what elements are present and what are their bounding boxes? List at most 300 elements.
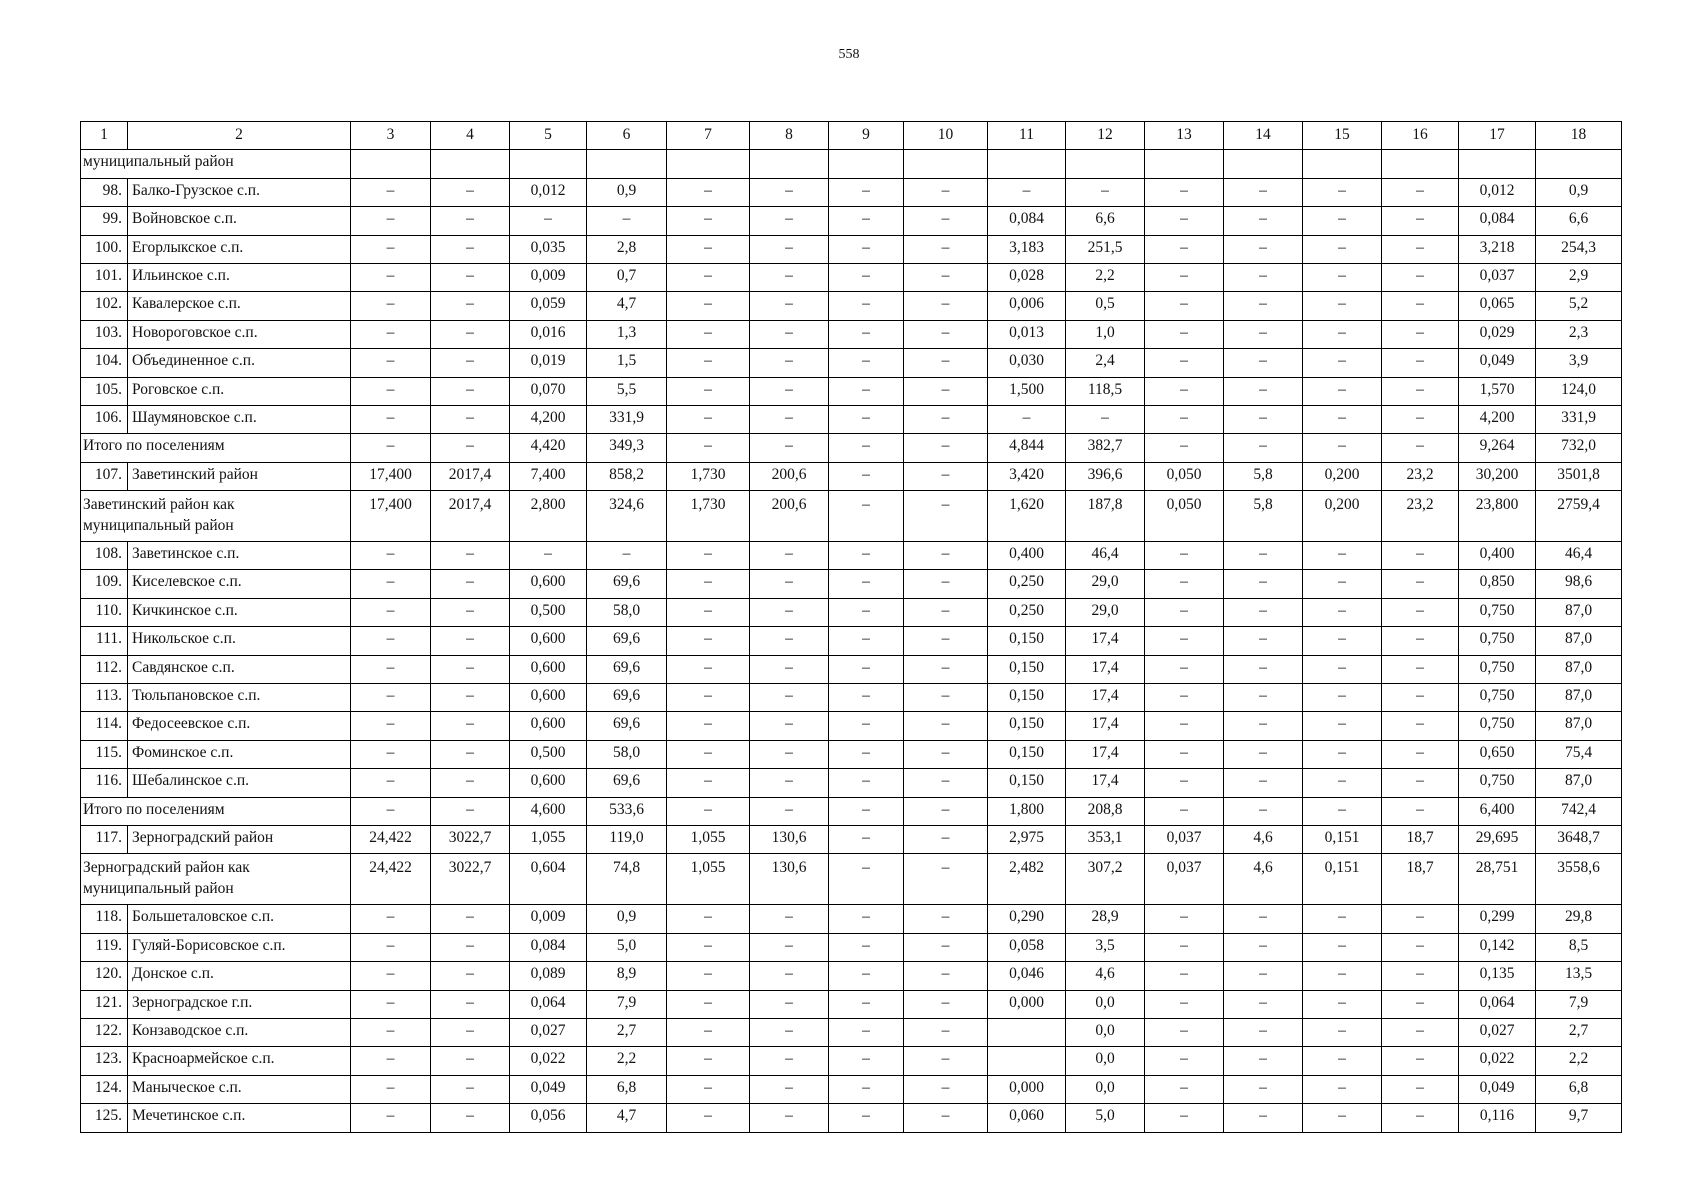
value-cell: – [1382, 570, 1459, 598]
value-cell: 0,9 [587, 905, 667, 933]
value-cell: – [1382, 712, 1459, 740]
row-number: 120. [81, 962, 128, 990]
value-cell: – [431, 1104, 510, 1132]
value-cell: – [1145, 570, 1224, 598]
value-cell: 0,600 [510, 655, 587, 683]
value-cell: – [750, 1104, 829, 1132]
value-cell: – [431, 570, 510, 598]
value-cell [1382, 150, 1459, 178]
value-cell: – [1382, 235, 1459, 263]
value-cell: 0,049 [510, 1075, 587, 1103]
value-cell: 353,1 [1066, 825, 1145, 853]
value-cell: – [750, 570, 829, 598]
table-row [81, 769, 1622, 797]
value-cell: 0,012 [1459, 178, 1536, 206]
value-cell [988, 1018, 1066, 1046]
value-cell: – [904, 349, 988, 377]
value-cell: 17,4 [1066, 655, 1145, 683]
value-cell: 7,9 [1536, 990, 1622, 1018]
value-cell: 0,150 [988, 712, 1066, 740]
value-cell: 28,9 [1066, 905, 1145, 933]
value-cell: – [667, 905, 750, 933]
value-cell: – [750, 235, 829, 263]
value-cell: – [667, 542, 750, 570]
row-number: 101. [81, 263, 128, 291]
value-cell: 1,620 [988, 491, 1066, 542]
value-cell: – [904, 684, 988, 712]
value-cell: 0,046 [988, 962, 1066, 990]
value-cell: – [667, 1047, 750, 1075]
value-cell: – [1224, 684, 1303, 712]
row-number: 125. [81, 1104, 128, 1132]
value-cell: – [1145, 684, 1224, 712]
value-cell: – [750, 178, 829, 206]
value-cell: – [431, 349, 510, 377]
value-cell: – [750, 405, 829, 433]
value-cell: – [1145, 598, 1224, 626]
value-cell: – [1224, 1018, 1303, 1046]
value-cell: 5,8 [1224, 491, 1303, 542]
value-cell: – [829, 655, 904, 683]
value-cell: – [829, 377, 904, 405]
value-cell: – [829, 570, 904, 598]
value-cell: – [1224, 570, 1303, 598]
value-cell: – [667, 405, 750, 433]
table-row [81, 292, 1622, 320]
value-cell: – [904, 570, 988, 598]
row-number: 99. [81, 207, 128, 235]
value-cell: 742,4 [1536, 797, 1622, 825]
value-cell: – [988, 405, 1066, 433]
value-cell: – [904, 905, 988, 933]
value-cell: – [904, 207, 988, 235]
value-cell: 0,750 [1459, 769, 1536, 797]
value-cell: – [431, 684, 510, 712]
data-table [80, 121, 1622, 1133]
settlement-name: Егорлыкское с.п. [128, 235, 351, 263]
settlement-name: Красноармейское с.п. [128, 1047, 351, 1075]
value-cell: – [351, 740, 431, 768]
value-cell: – [1303, 684, 1382, 712]
value-cell: – [431, 797, 510, 825]
value-cell: – [904, 740, 988, 768]
column-header: 13 [1145, 122, 1224, 150]
value-cell: – [667, 933, 750, 961]
value-cell: 1,055 [510, 825, 587, 853]
row-number: 106. [81, 405, 128, 433]
group-row [81, 854, 1622, 905]
table-row [81, 263, 1622, 291]
value-cell: 17,4 [1066, 712, 1145, 740]
value-cell: 29,695 [1459, 825, 1536, 853]
value-cell: – [1145, 1104, 1224, 1132]
value-cell [351, 150, 431, 178]
value-cell: – [351, 570, 431, 598]
value-cell: 0,150 [988, 627, 1066, 655]
value-cell: – [1145, 377, 1224, 405]
value-cell: – [1303, 207, 1382, 235]
value-cell: – [904, 320, 988, 348]
settlement-name: Никольское с.п. [128, 627, 351, 655]
value-cell: – [750, 797, 829, 825]
value-cell [1066, 150, 1145, 178]
value-cell [431, 150, 510, 178]
value-cell: – [904, 292, 988, 320]
value-cell: – [667, 627, 750, 655]
row-number: 121. [81, 990, 128, 1018]
value-cell: – [750, 1018, 829, 1046]
value-cell: 4,844 [988, 434, 1066, 462]
value-cell: – [1382, 349, 1459, 377]
value-cell: – [431, 740, 510, 768]
value-cell: 6,8 [587, 1075, 667, 1103]
value-cell: – [904, 1047, 988, 1075]
value-cell: – [431, 434, 510, 462]
value-cell: – [750, 434, 829, 462]
value-cell: – [750, 740, 829, 768]
value-cell: 0,035 [510, 235, 587, 263]
value-cell: 0,027 [1459, 1018, 1536, 1046]
table-row [81, 542, 1622, 570]
value-cell: – [667, 990, 750, 1018]
column-header: 16 [1382, 122, 1459, 150]
value-cell: 3,218 [1459, 235, 1536, 263]
value-cell: 0,009 [510, 263, 587, 291]
value-cell: 0,000 [988, 1075, 1066, 1103]
value-cell: 9,264 [1459, 434, 1536, 462]
value-cell: – [829, 712, 904, 740]
value-cell: – [904, 434, 988, 462]
row-number: 98. [81, 178, 128, 206]
value-cell: – [1382, 740, 1459, 768]
row-number: 111. [81, 627, 128, 655]
value-cell: 24,422 [351, 854, 431, 905]
settlement-name: Киселевское с.п. [128, 570, 351, 598]
value-cell: – [1224, 933, 1303, 961]
value-cell: – [1224, 377, 1303, 405]
row-number: 102. [81, 292, 128, 320]
row-number: 115. [81, 740, 128, 768]
value-cell: – [1224, 905, 1303, 933]
value-cell: – [904, 491, 988, 542]
value-cell: – [1224, 178, 1303, 206]
value-cell: 0,142 [1459, 933, 1536, 961]
value-cell: – [1145, 349, 1224, 377]
row-number: 110. [81, 598, 128, 626]
value-cell: – [351, 627, 431, 655]
table-row [81, 320, 1622, 348]
value-cell [1303, 150, 1382, 178]
value-cell: – [750, 349, 829, 377]
table-row [81, 933, 1622, 961]
value-cell: – [750, 905, 829, 933]
value-cell: – [829, 491, 904, 542]
value-cell: 2,800 [510, 491, 587, 542]
table-row [81, 1018, 1622, 1046]
column-header: 9 [829, 122, 904, 150]
value-cell: – [431, 235, 510, 263]
row-number: 123. [81, 1047, 128, 1075]
value-cell: 0,600 [510, 684, 587, 712]
column-header: 17 [1459, 122, 1536, 150]
table-row [81, 962, 1622, 990]
group-label: Зерноградский район как муниципальный район [81, 854, 351, 905]
group-label: Итого по поселениям [81, 797, 351, 825]
value-cell: – [1145, 797, 1224, 825]
value-cell: – [829, 1075, 904, 1103]
value-cell: 349,3 [587, 434, 667, 462]
value-cell: 4,6 [1066, 962, 1145, 990]
value-cell: 2,9 [1536, 263, 1622, 291]
value-cell: 6,6 [1536, 207, 1622, 235]
value-cell: – [667, 1018, 750, 1046]
column-header: 11 [988, 122, 1066, 150]
value-cell: – [1145, 933, 1224, 961]
value-cell: – [1382, 377, 1459, 405]
row-number: 100. [81, 235, 128, 263]
table-row [81, 905, 1622, 933]
value-cell: 0,290 [988, 905, 1066, 933]
value-cell: 69,6 [587, 769, 667, 797]
value-cell [510, 150, 587, 178]
value-cell: – [351, 655, 431, 683]
value-cell: 2,2 [1066, 263, 1145, 291]
value-cell: – [667, 349, 750, 377]
settlement-name: Заветинское с.п. [128, 542, 351, 570]
value-cell: – [351, 684, 431, 712]
value-cell: – [1382, 292, 1459, 320]
value-cell: 28,751 [1459, 854, 1536, 905]
value-cell: 1,500 [988, 377, 1066, 405]
value-cell: – [904, 825, 988, 853]
value-cell: – [1303, 712, 1382, 740]
value-cell: – [829, 462, 904, 490]
value-cell: – [750, 769, 829, 797]
value-cell: – [1145, 1075, 1224, 1103]
value-cell: 119,0 [587, 825, 667, 853]
settlement-name: Объединенное с.п. [128, 349, 351, 377]
value-cell: – [351, 235, 431, 263]
value-cell: – [1145, 712, 1224, 740]
value-cell: 69,6 [587, 712, 667, 740]
value-cell: – [1224, 797, 1303, 825]
value-cell: – [904, 405, 988, 433]
value-cell: 0,600 [510, 712, 587, 740]
value-cell: – [1303, 740, 1382, 768]
settlement-name: Кичкинское с.п. [128, 598, 351, 626]
value-cell: – [431, 263, 510, 291]
value-cell: – [351, 1047, 431, 1075]
row-number: 107. [81, 462, 128, 490]
settlement-name: Гуляй-Борисовское с.п. [128, 933, 351, 961]
value-cell: 23,800 [1459, 491, 1536, 542]
value-cell: – [829, 598, 904, 626]
value-cell: 0,030 [988, 349, 1066, 377]
value-cell: 4,420 [510, 434, 587, 462]
value-cell: 1,3 [587, 320, 667, 348]
value-cell: – [351, 434, 431, 462]
value-cell: – [1303, 1047, 1382, 1075]
value-cell: 87,0 [1536, 655, 1622, 683]
row-number: 117. [81, 825, 128, 853]
value-cell: – [667, 320, 750, 348]
value-cell: 0,070 [510, 377, 587, 405]
value-cell: – [829, 207, 904, 235]
value-cell: – [1224, 655, 1303, 683]
value-cell: – [510, 207, 587, 235]
value-cell: 0,050 [1145, 491, 1224, 542]
value-cell: 6,400 [1459, 797, 1536, 825]
value-cell: 0,750 [1459, 598, 1536, 626]
value-cell: 17,4 [1066, 740, 1145, 768]
value-cell: – [431, 933, 510, 961]
value-cell: – [1303, 178, 1382, 206]
value-cell: – [829, 962, 904, 990]
value-cell: – [431, 627, 510, 655]
value-cell: – [750, 263, 829, 291]
value-cell: 0,200 [1303, 491, 1382, 542]
value-cell: – [1382, 1104, 1459, 1132]
value-cell: – [351, 933, 431, 961]
value-cell: 3648,7 [1536, 825, 1622, 853]
value-cell: – [1303, 320, 1382, 348]
value-cell: 0,056 [510, 1104, 587, 1132]
value-cell: 0,500 [510, 598, 587, 626]
value-cell: – [1303, 990, 1382, 1018]
value-cell: – [1382, 905, 1459, 933]
value-cell: – [829, 740, 904, 768]
value-cell: 130,6 [750, 825, 829, 853]
value-cell: – [750, 684, 829, 712]
group-row [81, 434, 1622, 462]
value-cell: – [829, 178, 904, 206]
value-cell: – [750, 1075, 829, 1103]
value-cell: 251,5 [1066, 235, 1145, 263]
settlement-name: Фоминское с.п. [128, 740, 351, 768]
value-cell: 200,6 [750, 491, 829, 542]
value-cell: – [904, 990, 988, 1018]
value-cell: – [750, 627, 829, 655]
value-cell: – [904, 235, 988, 263]
value-cell: – [1303, 905, 1382, 933]
value-cell: – [1303, 598, 1382, 626]
value-cell: – [351, 769, 431, 797]
value-cell: 0,250 [988, 598, 1066, 626]
value-cell: 1,730 [667, 462, 750, 490]
value-cell: 46,4 [1536, 542, 1622, 570]
value-cell: 0,084 [510, 933, 587, 961]
value-cell: 0,750 [1459, 712, 1536, 740]
column-header: 8 [750, 122, 829, 150]
value-cell: 0,037 [1459, 263, 1536, 291]
value-cell: – [351, 797, 431, 825]
value-cell: – [667, 377, 750, 405]
value-cell: 0,028 [988, 263, 1066, 291]
value-cell: – [1382, 962, 1459, 990]
group-row [81, 797, 1622, 825]
value-cell: – [829, 292, 904, 320]
value-cell: 0,064 [510, 990, 587, 1018]
value-cell: – [431, 962, 510, 990]
value-cell: 0,750 [1459, 655, 1536, 683]
value-cell: – [1303, 405, 1382, 433]
value-cell: 74,8 [587, 854, 667, 905]
value-cell: 5,2 [1536, 292, 1622, 320]
row-number: 119. [81, 933, 128, 961]
value-cell: – [1224, 627, 1303, 655]
value-cell: 3,9 [1536, 349, 1622, 377]
value-cell: – [829, 933, 904, 961]
value-cell: 0,059 [510, 292, 587, 320]
value-cell: – [1224, 263, 1303, 291]
settlement-name: Мечетинское с.п. [128, 1104, 351, 1132]
value-cell: – [667, 684, 750, 712]
value-cell: 87,0 [1536, 598, 1622, 626]
settlement-name: Тюльпановское с.п. [128, 684, 351, 712]
value-cell: 8,5 [1536, 933, 1622, 961]
value-cell: – [1066, 405, 1145, 433]
value-cell: 0,250 [988, 570, 1066, 598]
value-cell: 382,7 [1066, 434, 1145, 462]
value-cell [988, 1047, 1066, 1075]
value-cell: – [904, 263, 988, 291]
value-cell: 30,200 [1459, 462, 1536, 490]
value-cell: 17,4 [1066, 684, 1145, 712]
value-cell: – [431, 655, 510, 683]
column-header: 18 [1536, 122, 1622, 150]
column-header: 2 [128, 122, 351, 150]
row-number: 108. [81, 542, 128, 570]
value-cell: – [351, 712, 431, 740]
value-cell: 3022,7 [431, 854, 510, 905]
value-cell: – [351, 349, 431, 377]
value-cell: – [667, 712, 750, 740]
value-cell: 2,482 [988, 854, 1066, 905]
value-cell: – [431, 905, 510, 933]
value-cell: – [829, 990, 904, 1018]
value-cell: 2,2 [1536, 1047, 1622, 1075]
value-cell: – [750, 962, 829, 990]
value-cell: 533,6 [587, 797, 667, 825]
value-cell: – [904, 797, 988, 825]
value-cell: 23,2 [1382, 491, 1459, 542]
value-cell: – [904, 462, 988, 490]
table-row [81, 1075, 1622, 1103]
value-cell: – [829, 1018, 904, 1046]
value-cell: 0,012 [510, 178, 587, 206]
column-header: 1 [81, 122, 128, 150]
value-cell: 5,5 [587, 377, 667, 405]
value-cell: 0,027 [510, 1018, 587, 1046]
value-cell: – [1303, 797, 1382, 825]
value-cell: 0,600 [510, 769, 587, 797]
value-cell: 2017,4 [431, 491, 510, 542]
value-cell: 0,0 [1066, 1018, 1145, 1046]
table-row [81, 1104, 1622, 1132]
value-cell: – [1145, 1018, 1224, 1046]
value-cell: 58,0 [587, 598, 667, 626]
value-cell: – [667, 740, 750, 768]
value-cell: – [351, 1075, 431, 1103]
value-cell: – [1382, 797, 1459, 825]
column-header: 5 [510, 122, 587, 150]
value-cell: – [667, 598, 750, 626]
settlement-name: Маныческое с.п. [128, 1075, 351, 1103]
value-cell: – [1224, 1104, 1303, 1132]
value-cell: 4,6 [1224, 854, 1303, 905]
value-cell: – [1382, 405, 1459, 433]
value-cell: – [351, 962, 431, 990]
